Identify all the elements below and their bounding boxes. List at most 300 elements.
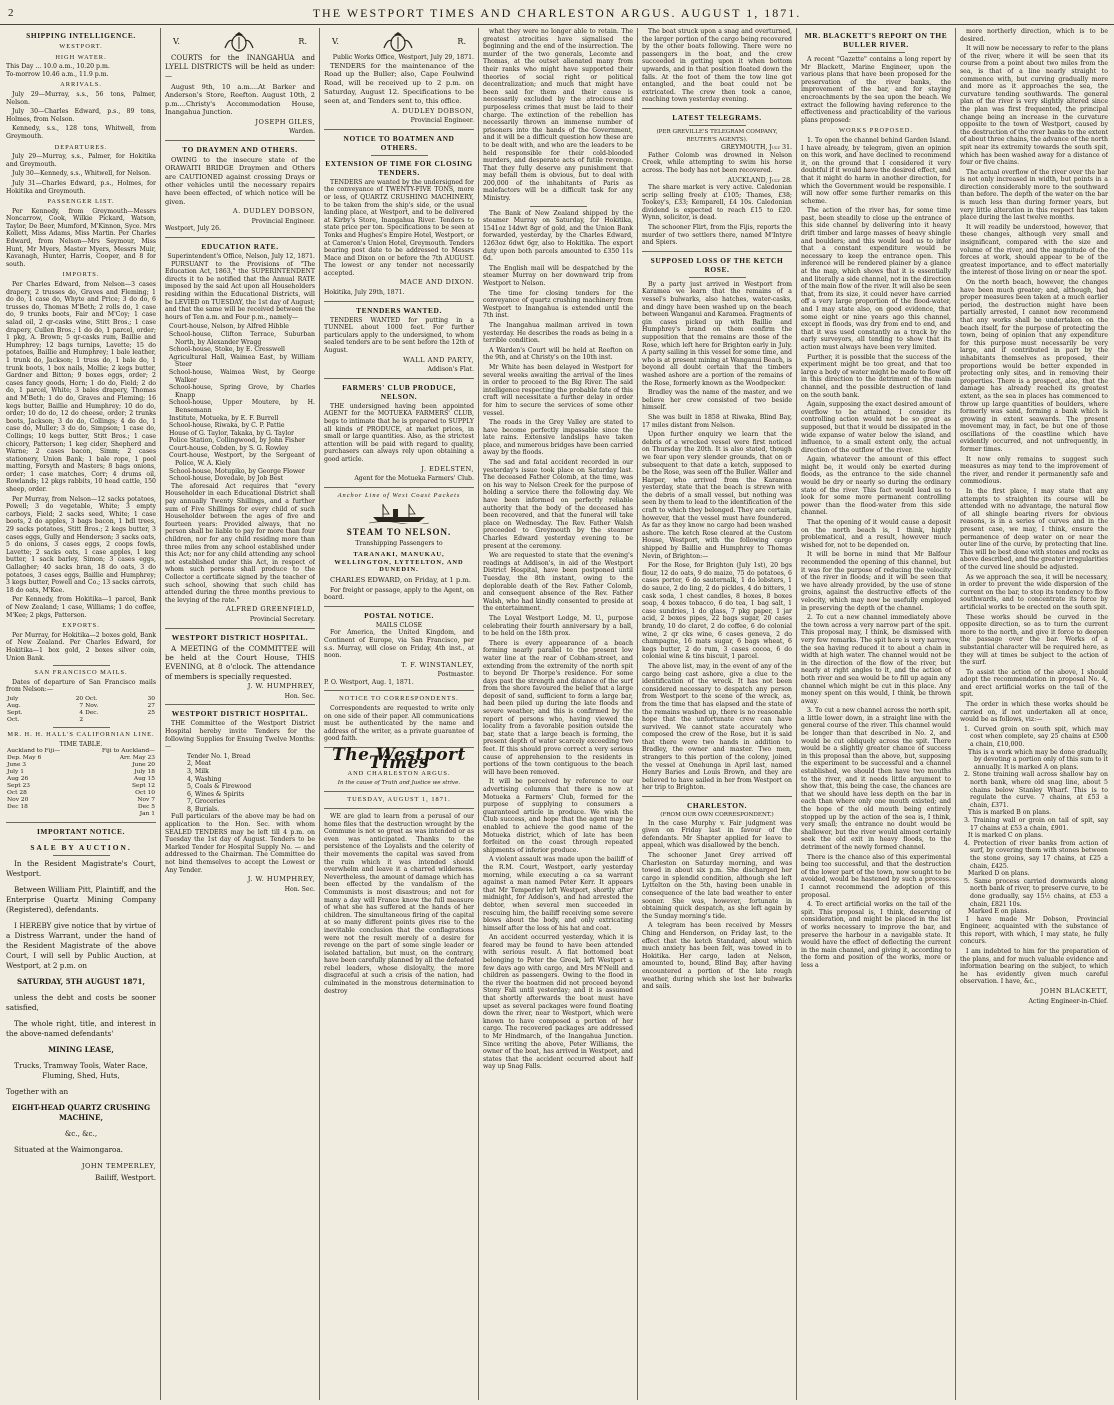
- arrival-item: July 29—Murray, s.s., 56 tons, Palmer, Nelson.: [6, 90, 156, 106]
- column-notices: [165, 28, 315, 1400]
- list-item: School-house, Upper Moutere, by H. Bensemann: [169, 399, 315, 414]
- report-paragraph: The action of the river has, for some time past, been steadily to close up the entrance of this side channel by delivering into it heavy drift timber and large masses of heavy shingle and boulders; and this would lead us to infer that a constant expenditure would be necessary to keep the entrance open. This inference will be rendered plainer by a glance at the map, which shows that it is essentially and literally a side channel, not in the direction of the main flow of the river. It will also be seen that, from its size, it could never have carried off a very large proportion of the flood-water, and I may state also, on good evidence, that some eight or nine years ago this channel, except in floods, was dry from end to end, and that it was used constantly as a track by the early surveyors, all tending to show that its action must always have been very limited.: [801, 207, 951, 351]
- divider: [53, 855, 110, 856]
- list-item: 2. Stone training wall across shallow bay on north bank, where old snag line, about 5 chains below Stanley Wharf. This is to regulate the curve. 7 chains, at £53 a chain, £371.: [964, 771, 1108, 809]
- extension-date: Hokitika, July 29th, 1871.: [324, 289, 405, 297]
- correspondents-heading: NOTICE TO CORRESPONDENTS.: [339, 695, 459, 703]
- telegram-dateline: GREYMOUTH, July 31.: [721, 144, 792, 152]
- divider: [324, 378, 474, 379]
- steam-subheading: Transhipping Passengers to: [355, 540, 443, 548]
- column-rule: [955, 28, 956, 1400]
- list-item: 4, Washing: [187, 775, 222, 783]
- departures-heading: DEPARTURES.: [54, 143, 108, 151]
- port-heading: WESTPORT.: [59, 43, 103, 50]
- works-proposed-heading: WORKS PROPOSED.: [839, 127, 913, 135]
- table-row: [6, 769, 156, 776]
- table-row: [6, 811, 156, 818]
- list-item: Court-house, Westport, by the Sergeant of Police, W. A. Kiely: [169, 452, 315, 468]
- ketch-story: Bradley was the name of the master, and we believe her crew consisted of two beside himself.: [642, 389, 792, 412]
- blackett-signature: JOHN BLACKETT,: [1040, 987, 1108, 996]
- steam-sailing: CHARLES EDWARD, on Friday, at 1 p.m.: [330, 575, 472, 584]
- list-item: School-house, Clifton Terrace, Suburban North, by Alexander Wragg: [169, 330, 315, 346]
- divider: [642, 796, 792, 797]
- table-cell: Sept.: [7, 709, 23, 716]
- table-cell: 25: [147, 709, 155, 716]
- telegram-item: The share market is very active. Caledonian scrip selling freely at £105; Thames, £38; Tookey's, £33; Kemparell, £4 10s. Caledonian dividend is expected to reach £15 to £20. Wynn, solicitor, is dead.: [642, 184, 792, 222]
- auction-date: SATURDAY, 5TH AUGUST 1871,: [16, 977, 146, 987]
- charleston-heading: CHARLESTON.: [686, 801, 748, 811]
- coat-of-arms-icon: [221, 32, 257, 52]
- list-item: School-house, Dovedale, by Job Best: [169, 475, 284, 483]
- correspondents-notice: Correspondents are requested to write only on one side of their paper. All communications must be authenticated by the name and address of the writer, as a private guarantee of good faith.: [324, 705, 474, 743]
- crest-r: R.: [298, 37, 307, 47]
- hall-line-heading: MR. H. H. HALL'S CALIFORNIAN LINE.: [7, 730, 155, 738]
- divider: [6, 822, 156, 823]
- list-item-note: This is a work which may be done gradually, by devoting a portion only of this sum to it annually. It is marked A on plans.: [968, 748, 1108, 771]
- mining-lease: MINING LEASE,: [48, 1045, 114, 1055]
- table-cell: Sept 23: [7, 783, 31, 790]
- table-row: [6, 797, 156, 804]
- agent-role: Agent for the Motueka Farmers' Club.: [354, 475, 474, 483]
- table-header: Auckland to Fiji—: [7, 748, 61, 755]
- ketch-cargo-list: For the Rose, for Brighton (July 1st), 20 bgs flour, 12 do oats, 9 do maize, 75 do potatoes, 6 cases porter, 6 do sauternalk, 1 do lobsters, 1 do sauce, 2 do ling, 2 do pickles, 4 do bitters, 1 cask soda, 1 chest candles, 8 boxes, 8 boxes soap, 4 boxes tobacco, 6 do tea, 1 bag salt, 1 case sundries, 1 do glass, 7 pkg paper, 1 jar acid, 2 boxes pipes, 22 bags sugar, 20 cases brandy, 10 do claret, 2 do coffee, 6 do colonial wine, 2 qr cks wine, 6 cases geneva, 2 do champagne, 16 mats sugar, 6 bags wheat, 6 kegs butter, 2 do rum, 3 cases cocoa, 6 do colonial wine & tins biscuit, 1 parcel.: [642, 562, 792, 661]
- charleston-item: The schooner Janet Grey arrived off Charleston on Saturday morning, and was towed in about six p.m. She discharged her cargo in splendid condition, although she left Lyttelton on the 5th, having been unable in consequence of the late bad weather to enter sooner. She was, however, fortunate in obtaining quick despatch, as she left again by the Sunday morning's tide.: [642, 852, 792, 920]
- auction-body: The whole right, title, and interest in the above-named defendants': [6, 1019, 156, 1039]
- table-cell: Dec 18: [7, 804, 28, 811]
- divider: [53, 665, 110, 666]
- charleston-item: A telegram has been received by Messrs Ching and Henderson, on Friday last, to the effect that the ketch Standard, about which much anxiety has been felt, was towed in to Hokitika. Her cargo, laden at Nelson, amounted to, bound, Blind Bay, after having encountered a portion of the late rough weather, during which she lost her bulwarks and sails.: [642, 922, 792, 991]
- telegram-item: The schooner Flirt, from the Fijis, reports the murder of two settlers there, named M'Intyre and Spiers.: [642, 224, 792, 247]
- news-item: The boat struck upon a snag and overturned, the larger portion of the cargo being recovered by the other boats following. There were no passengers in the boat, and the crew succeeded in getting upon it when bottom upwards, and in that position floated down the falls. At the foot of them the tow line got entangled, and the boat could not be extricated. The crew then took a canoe, reaching town yesterday evening.: [642, 28, 792, 104]
- news-item: The sad and fatal accident recorded in our yesterday's issue took place on Saturday last. The deceased Father Colomb, at the time, was on his way to Nelson Creek for the purpose of holding a service there the following day. We have been informed on perfectly reliable authority that the body of the deceased has been recovered, and that the funeral will take place on Wednesday. The Rev. Father Walsh proceeded to Greymouth by the steamer Charles Edward yesterday evening to be present at the ceremony.: [483, 459, 633, 550]
- farmers-club-heading: FARMERS' CLUB PRODUCE, NELSON.: [342, 382, 456, 401]
- divider: [324, 606, 474, 607]
- report-paragraph: I have made Mr Dobson, Provincial Engineer, acquainted with the substance of this report, with which, I may state, he fully concurs.: [960, 915, 1108, 946]
- imports-heading: IMPORTS.: [62, 271, 100, 279]
- divider: [165, 237, 315, 238]
- divider: [848, 52, 905, 53]
- hon-sec-role: Hon. Sec.: [284, 692, 315, 700]
- table-cell: Jan 1: [139, 811, 155, 818]
- list-item: House of G. Taylor, Takaka, by G. Taylor: [169, 429, 295, 437]
- table-cell: [84, 717, 128, 724]
- ketch-story: The above list, may, in the event of any of the cargo being cast ashore, give a clue to the identification of the wreck. It has not been considered necessary to despatch any person from Westport to the scene of the wreck, as, from the time that has elapsed and the state of the remains washed up, there is no reasonable hope that the unfortunate crew can have survived. We cannot state accurately who composed the crew of the Rose, but it is said that there were two hands in addition to Bradley, the owner and master. Two men, strangers to this portion of the colony, joined the vessel at Onehunga in April last, named Henry Baries and Louis Brown, and they are believed to have sailed in her from Westport on her trip to Brighton.: [642, 662, 792, 792]
- arrival-item: July 30—Charles Edward, p.s., 89 tons, Holmes, from Nelson.: [6, 108, 156, 123]
- sf-mails-intro: Dates of departure of San Francisco mails from Nelson:—: [6, 678, 156, 694]
- list-item: School-house, Motupiko, by George Flower: [169, 467, 305, 475]
- news-item: A violent assault was made upon the bailiff of the R.M. Court, Westport, early yesterday morning, while executing a ca sa warrant against a man named Peter Kerr. It appears that Mr Temperley left Westport, shortly after midnight, for Addison's, and had arrested the debtor, when several men succeeded in rescuing him, the bailiff receiving some severe blows about the body, and only extricating himself after the loss of his hat and coat.: [483, 856, 633, 932]
- report-paragraph: To assist the action of the above, I should adopt the recommendation in proposal No. 4, and erect artificial works on the tail of the spit.: [960, 668, 1108, 699]
- crest-v: V.: [332, 37, 339, 47]
- divider: [324, 791, 474, 792]
- table-row: [6, 710, 156, 717]
- engineer-signature: A. DUDLEY DOBSON,: [391, 106, 474, 115]
- exports-text: Per Murray, for Hokitika—2 boxes gold, Bank of New Zealand. Per Charles Edward, for Hokitika—1 box gold, 2 boxes silver coin, Union Bank.: [6, 631, 156, 662]
- auction-items: Trucks, Tramway Tools, Water Race, Fluming, Shed, Huts,: [14, 1061, 148, 1081]
- hall-time-table: [6, 748, 156, 818]
- issue-date: TUESDAY, AUGUST 1, 1871.: [347, 796, 451, 804]
- list-item: School-house, Riwaka, by C. P. Pattie: [169, 422, 285, 430]
- divider: [689, 277, 746, 278]
- auction-location: Situated at the Waimongaroa.: [14, 1145, 123, 1155]
- hon-sec-role: Hon. Sec.: [284, 885, 315, 893]
- postal-heading: POSTAL NOTICE.: [364, 610, 434, 620]
- hon-sec-signature: J. W. HUMPHREY,: [247, 875, 315, 884]
- auction-parties: Between William Pitt, Plaintiff, and the Enterprise Quartz Mining Company (Registered), defendants.: [6, 885, 156, 915]
- secretary-signature: ALFRED GREENFIELD,: [225, 605, 315, 614]
- report-paragraph: In the first place, I may state that any attempts to straighten its course will be attended with no advantage, the natural flow of all shingle bearing rivers for obvious reasons, is in a series of curves and in the present case, we may, I think, ensure the permanence of deep water on or near the outer line of the curve, by protecting that line. This will be best done with stones and rocks as above described, and the greater irregularities of the curved line should be adjusted.: [960, 488, 1108, 571]
- list-item: 2, Meat: [187, 760, 212, 768]
- sf-mails-heading: SAN FRANCISCO MAILS.: [34, 669, 128, 677]
- passenger-heading: PASSENGER LIST.: [47, 198, 115, 206]
- divider: [324, 301, 474, 302]
- table-cell: Oct.: [7, 716, 20, 723]
- list-item: School-house, Spring Grove, by Charles Knapp: [169, 384, 315, 399]
- auction-body: unless the debt and costs be sooner satisfied,: [6, 993, 156, 1013]
- table-cell: Oct 10: [135, 790, 155, 797]
- column-rule: [478, 28, 479, 1400]
- list-item: Court-house, Cobden, by S. G. Rowley: [169, 444, 289, 452]
- news-item: The time for closing tenders for the conveyance of quartz crushing machinery from Westport to Inangahua is extended until the 7th inst.: [483, 289, 633, 320]
- boatmen-heading: NOTICE TO BOATMEN AND OTHERS.: [343, 133, 455, 152]
- warden-role: Warden.: [288, 128, 315, 136]
- report-paragraph: A recent "Gazette" contains a long report by Mr Blackett, Marine Engineer, upon the various plans that have been proposed for the preservation of the river banks, the improvement of the bar, and for staying encroachments by the sea upon the beach. We extract the following having reference to the effectiveness and practicability of the various plans proposed:: [801, 56, 951, 124]
- table-cell: Oct 28: [7, 790, 27, 797]
- report-paragraph: Again, whatever the amount of this effect might be, it would only be exerted during floods, as the entrance to the side channel would be dry or nearly so during the ordinary state of the river. This fact would lead us to look for some more permanent controlling power than the flood-water from this side channel.: [801, 456, 951, 517]
- leading-article: WE are glad to learn from a perusal of our home files that the destruction wrought by the Commune is not so great as was intended or as even was anticipated. Thanks to the persistence of the Loyalists and the celerity of their movements the capital was saved from the ruin which it was intended should overwhelm and leave it a charred wilderness. Nevertheless, the amount of damage which has been effected by the vandalism of the Communists is most disastrous; and not for many a day will France know the full measure of what she has suffered at the hands of her children. The simultaneous firing of the capital at so many different points gives rise to the inevitable conclusion that the conflagrations were not the result merely of a desire for revenge on the part of some single leader or isolated battalion, but must, on the contrary, have been carefully planned by all the defeated rebel leaders, whose disloyalty, the more disgraceful at such a crisis of the nation, had culminated in the monstrous determination to destroy: [324, 813, 474, 995]
- hospital-heading: WESTPORT DISTRICT HOSPITAL.: [171, 632, 309, 642]
- wall-party-location: Addison's Flat.: [427, 366, 474, 374]
- telegram-source: (PER GREVILLE'S TELEGRAM COMPANY, REUTER'S AGENTS).: [656, 128, 778, 143]
- steam-ports: TARANAKI, MANUKAU, WELLINGTON, LYTTELTON, AND DUNEDIN.: [334, 550, 464, 574]
- auction-etc: &c., &c.,: [64, 1129, 98, 1139]
- telegrams-heading: LATEST TELEGRAMS.: [672, 112, 762, 122]
- telegram-dateline: AUCKLAND, July 28.: [727, 176, 792, 184]
- table-cell: 27: [147, 702, 155, 709]
- list-item: 3, Milk: [187, 767, 209, 775]
- table-cell: 4: [79, 709, 84, 716]
- table-cell: July 18: [134, 769, 155, 776]
- list-item-note: It is marked C on plans.: [968, 832, 1044, 840]
- sf-mails-table: [6, 696, 156, 724]
- report-paragraph: That the opening of it would cause a deposit on the north beach is, I think, highly problematical, and a result, however much wished for, not to be depended on.: [801, 519, 951, 549]
- postmaster-role: Postmaster.: [437, 671, 474, 679]
- divider: [324, 808, 474, 809]
- draymen-heading: TO DRAYMEN AND OTHERS.: [182, 144, 298, 154]
- table-cell: Oct.: [85, 695, 98, 702]
- ketch-story: Upon further enquiry we learn that the debris of a wrecked vessel were first noticed on Thursday the 20th. It is also stated, though we fear upon very slender grounds, that on or subsequent to that date a ketch, supposed to be the Rose, was seen off the Buller. Waller and Harper, who arrived from the Karamea yesterday, state that the beach is strewn with the debris of a small vessel, but nothing was seen by them to lead to the identification of the craft to which they belonged. They are certain, however, that the vessel must have foundered. As far as they know no cargo had been washed ashore. The ketch Rose cleared at the Custom House, Westport, with the following cargo shipped by Baillie and Humphrey to Thomas Nevin, of Brighton:—: [642, 431, 792, 560]
- public-works-notice: TENDERS for the maintenance of the Road up the Buller; also, Cape Foulwind Road, will be received up to 2 p.m. on Saturday, August 12. Specifications to be seen at, and Tenders sent to, this office.: [324, 61, 474, 105]
- arrivals-heading: ARRIVALS.: [60, 81, 102, 89]
- engineer-role: Provincial Engineer.: [251, 217, 315, 225]
- news-item: Mr White has been delayed in Westport for several weeks awaiting the arrival of the lines in order to proceed to the Big River. The said intelligence respecting the probable fate of this craft will necessitate a further delay in order for him to secure the services of some other vessel.: [483, 363, 633, 417]
- agent-signature: J. EDELSTEN,: [421, 464, 474, 473]
- bailiff-role: Bailiff, Westport.: [94, 1173, 156, 1183]
- extension-notice: TENDERS are wanted by the undersigned for the conveyance of TWENTY-FIVE TONS, more or less, of QUARTZ CRUSHING MACHINERY, to be taken from the ship's side, or the usual landing place, at Westport, and to be delivered at Kirby's Store, Inangahua River. Tenders to state price per ton. Specifications to be seen at Tonks and Hughes's Empire Hotel, Westport, or at Cameron's Union Hotel, Greymouth. Tenders bearing post date to be addressed to Messrs Mace and Dixon on or before the 7th AUGUST. The lowest or any tender not necessarily accepted.: [324, 178, 474, 277]
- royal-crest: [173, 32, 307, 52]
- tenders-wanted-notice: TENDERS WANTED for putting in a TUNNEL about 1000 feet. For further particulars apply to the undersigned, to whom sealed tenders are to be sent before the 12th of August.: [324, 316, 474, 355]
- table-row: [6, 717, 156, 724]
- important-notice-heading: IMPORTANT NOTICE.: [36, 827, 126, 837]
- extension-heading: EXTENSION OF TIME FOR CLOSING TENDERS.: [325, 158, 473, 177]
- table-cell: Aug.: [7, 702, 21, 709]
- auction-body: I HEREBY give notice that by virtue of a Distress Warrant, under the hand of the Resident Magistrate of the above Court, I will sell by Public Auction, at Westport, at 2 p.m. on: [6, 921, 156, 971]
- table-cell: Dep. May 6: [7, 755, 42, 762]
- table-cell: Sept 12: [131, 783, 155, 790]
- column-report-continued: [960, 28, 1108, 1400]
- newspaper-motto: In the cause of Truth and Justice we strive.: [337, 779, 461, 786]
- report-paragraph: 4. To erect artificial works on the tail of the spit. This proposal is, I think, deserving of consideration, and might be placed in the list of works necessary to improve the bar, and preserve the harbour in a navigable state. It would have the effect of deflecting the current in the main channel, and giving it, according to the form and position of the works, more or less a: [801, 901, 951, 969]
- divider: [324, 129, 474, 130]
- imports-text: Per Charles Edward, from Nelson—3 cases drapery, 2 trusses do, Graves and Fleming; 1 do do, 1 case do, Whyte and Price; 3 do do, 6 trusses do, Thomas M'Beth; 2 rolls do, 1 case do, 9 trunks boots, Fair and M'Coy; 1 case salad oil, 2 qr-casks wine, Stitt Bros.; 1 case drapery, Cullen Bros.; 1 do do, 1 parcel, order; 1 pkg, A. Brown; 5 qr-casks rum, Baillie and Humphrey; 12 bags turnips, Lavette; 15 do potatoes, Baillie and Humphrey; 1 bale leather, 1 trunk do, Jackson; 1 truss do, 1 bale do, 1 trunk boots, 1 box nails, Mollie; 2 kegs butter, Gardner and Bitton; 9 boxes eggs, order; 2 cases fancy goods, Horn; 1 do do, Field; 2 do do, 1 parcel, White; 3 bales drapery, Thomas and M'Beth; 1 do do, Graves and Fleming; 16 kegs butter, Baillie and Humphrey; 10 do do, order; 10 do do, 12 do cheese, order; 2 trunks boots, Jackson; 3 do do, Collings; 4 do do, 1 case do, Muller; 3 do do, Simpson; 1 case do, Collings; 10 kegs butter, Stitt Bros.; 1 case chicory, Patterson; 1 keg cider, Shepherd and Warne; 2 cases bacon, Simm; 2 cases stationery, Union Bank; 1 bale rope, 1 pool matting, Forsyth and Masters; 8 bags onions, order; 1 case matches, Corr; 4 drums oil, Rowlands; 12 pkgs rabbits, 10 head cattle, 150 sheep, order.: [6, 281, 156, 494]
- report-paragraph: Further, it is possible that the success of the experiment might be too great, and that too large a body of water might be made to flow off in this direction to the detriment of the main channel, and the possible destruction of land on the south bank.: [801, 353, 951, 399]
- crest-v: V.: [173, 37, 180, 47]
- list-item: 3. Training wall or groin on tail of spit, say 17 chains at £53 a chain, £901.: [964, 816, 1108, 832]
- list-item: Institute, Motueka, by E. F. Burrell: [169, 414, 279, 422]
- newspaper-nameplate: The Westport Times: [332, 745, 466, 773]
- arrival-item: Kennedy, s.s., 128 tons, Whitwell, from Greymouth.: [6, 125, 156, 140]
- column-telegrams: [642, 28, 792, 1400]
- page-number: 2: [8, 7, 16, 19]
- hospital-tender-heading: WESTPORT DISTRICT HOSPITAL.: [171, 709, 309, 719]
- report-paragraph: It now only remains to suggest such measures as may tend to the improvement of the river, and render it permanently safe and commodious.: [960, 455, 1108, 486]
- charleston-item: In the case Murphy v. Fair judgment was given on Friday last in favour of the defendants. Mr Shapter applied for leave to appeal, which was disallowed by the bench.: [642, 819, 792, 850]
- table-row: [6, 790, 156, 797]
- works-list: [960, 726, 1108, 916]
- education-notice: PURSUANT to the Provisions of "The Education Act, 1863," the SUPERINTENDENT directs it to be notified that the Annual RATE imposed by the said Act upon all Householders residing within the Educational Districts, will be LEVIED on TUESDAY, the 1st day of August; and that the same will be received between the hours of Ten a.m. and Four p.m., namely—: [165, 260, 315, 321]
- mace-dixon-signature: MACE AND DIXON.: [399, 278, 474, 287]
- steam-freight: For freight or passage, apply to the Agent, on board.: [324, 586, 474, 602]
- auction-body: Together with an: [6, 1087, 69, 1097]
- report-paragraph: 1. To open the channel behind Garden Island. I have already, by telegram, given an opinion on this work, and have declined to recommend it, on the ground that I considered it very doubtful if it would have the desired effect, and that it might do harm in another direction, for which the Government would be responsible. I will now offer some further remarks on this scheme.: [801, 136, 951, 205]
- news-item: It will be perceived by reference to our advertising columns that there is now at Motueka a Farmers' Club, formed for the purpose of supplying to consumers a guaranteed article in produce. We wish the Club success, and hope that the agent may be enabled to achieve the good name of the Motueka district, which of late has been forfeited on the coast through repeated shipments of inferior produce.: [483, 778, 633, 854]
- report-paragraph: 3. To cut a new channel across the north spit, a little lower down, in a straight line with the general course of the river. This channel would be longer than that described in No. 2, and would be cut obliquely across the spit. There would be a slightly greater chance of success in this proposal than the above, but, supposing the experiment to be successful and a channel established, we should then have two mouths to the river, and it needs little argument to show that, this being the case, the chances are that we should have less depth on the bar in each than where only one mouth existed; and the hope of the old mouth being entirely stopped up by the action of the sea is, I think, very small; the entrance no doubt would be shallower, but the river would almost certainly seek the old exit in heavy floods, to the detriment of the newly formed channel.: [801, 707, 951, 851]
- column-rule: [637, 28, 638, 1400]
- high-water-heading: HIGH WATER.: [55, 53, 107, 61]
- table-cell: 7: [79, 702, 84, 709]
- table-cell: Nov.: [85, 702, 99, 709]
- steamship-icon: [369, 502, 429, 524]
- hospital-meeting-notice: A MEETING of the COMMITTEE will be held at the Court House, THIS EVENING, at 8 o'clock. The attendance of members is specially requested.: [165, 643, 315, 681]
- high-water-line: This Day ... 10.0 a.m., 10.20 p.m.: [6, 63, 110, 71]
- divider: [324, 487, 474, 488]
- education-act-text: The aforesaid Act requires that "every Householder in each Educational District shall pay annually Twenty Shillings, and a further sum of Five Shillings for every child of such Householder between the ages of five and fourteen years: Provided always, that no person shall be liable to pay for more than four children, nor for any child residing more than three miles from any school established under this Act; nor for any child attending any school not established under this Act, in respect of whom such persons shall produce to the Collector a certificate signed by the teacher of such school, showing that such child has attended during the three months previous to the levying of the rate.": [165, 482, 315, 604]
- list-item: 5. Same process carried downwards along north bank of river, to preserve curve, to be done gradually, say 15½ chains, at £53 a chain, £821 10s.: [964, 877, 1108, 908]
- charleston-subheading: (FROM OUR OWN CORRESPONDENT.): [660, 812, 774, 819]
- divider: [689, 125, 746, 126]
- table-cell: July 1: [7, 769, 24, 776]
- list-item: 5, Coals & Firewood: [187, 783, 252, 791]
- public-works-office: Public Works Office, Westport, July 29, 1871.: [332, 54, 474, 61]
- postal-date: P. O. Westport, Aug. 1, 1871.: [324, 678, 414, 686]
- exports-heading: EXPORTS.: [62, 622, 100, 630]
- report-paragraph: It will be borne in mind that Mr Balfour recommended the opening of this channel, but it was for the purpose of reducing the velocity of the river in floods; and it will be seen that we have already provided, by the use of stone groins, against the destructive effects of the velocity, which may now be usefully employed in preserving the depth of the channel.: [801, 551, 951, 612]
- courts-notice: COURTS for the INANGAHUA and LYELL DISTRICTS will be held as under:—: [165, 54, 315, 80]
- departure-item: July 30—Kennedy, s.s., Whitwell, for Nelson.: [12, 170, 152, 178]
- list-item: 1. Curved groin on south spit, which may cost when complete, say 25 chains at £500 a chain, £10,000.: [964, 725, 1108, 749]
- table-cell: Aug 15: [133, 776, 155, 783]
- table-cell: Aug 26: [7, 776, 29, 783]
- auction-court: In the Resident Magistrate's Court, Westport.: [6, 859, 156, 879]
- column-rule: [796, 28, 797, 1400]
- auction-heading: SALE BY AUCTION.: [30, 843, 132, 853]
- divider: [165, 704, 315, 705]
- shipping-heading: SHIPPING INTELLIGENCE.: [26, 31, 136, 40]
- table-header-row: [6, 748, 156, 755]
- report-paragraph: As we approach the sea, it will be necessary, in order to prevent the wide dispersion of the current on the bar, to stop its tendency to flow southwards, and to concentrate its force by artificial works to be erected on the south spit.: [960, 573, 1108, 611]
- postal-notice: For America, the United Kingdom, and Continent of Europe, via San Francisco, per s.s. Murray, will close on Friday, 4th inst., at noon.: [324, 629, 474, 660]
- table-cell: Nov 20: [7, 797, 29, 804]
- running-head-title: THE WESTPORT TIMES AND CHARLESTON ARGUS. AUGUST 1, 1871.: [312, 6, 802, 20]
- coat-of-arms-icon: [380, 32, 416, 52]
- running-head: [0, 2, 1114, 25]
- news-item: There is every appearance of a beach forming nearly parallel to the present low water line at the rear of Cobham-street, and extending from the extremity of the north spit to beyond Dr Thorpe's residence. For some days past the strength and distance of the surf from the shore favoured the belief that a large deposit of sand, sufficient to form a large bar, had been piled up during the late floods and severe weather; and this is confirmed by the report of persons who, having viewed the locality from a favorable position outside the bar, state that a large beach is forming, the present depth of water scarcely exceeding two feet. If this should prove correct a very serious cause of apprehension to the residents in portions of the town contiguous to the beach will have been removed.: [483, 639, 633, 776]
- postmaster-signature: T. F. WINSTANLEY,: [401, 660, 474, 669]
- royal-crest: [332, 32, 466, 52]
- draymen-notice: OWING to the insecure state of the ORAWAITI BRIDGE Draymen and Others are CAUTIONED against crossing Drays or other vehicles until the necessary repairs have been effected, of which notice will be given.: [165, 155, 315, 206]
- columns: [0, 28, 1114, 1400]
- high-water-line: To-morrow 10.46 a.m., 11.9 p.m.: [6, 70, 109, 78]
- table-cell: June 20: [132, 762, 155, 769]
- table-row: [6, 804, 156, 811]
- table-cell: 30: [147, 695, 155, 702]
- table-row: [6, 776, 156, 783]
- secretary-role: Provincial Secretary.: [249, 615, 315, 623]
- list-item-note: Marked E on plans.: [968, 908, 1030, 916]
- education-office: Superintendent's Office, Nelson, July 12, 1871.: [167, 253, 315, 261]
- column-rule: [160, 28, 161, 1400]
- telegram-item: Father Colomb was drowned in Nelson Creek, while attempting to swim his horse across. The body has not been recovered.: [642, 151, 792, 174]
- table-cell: 2: [79, 716, 84, 723]
- report-heading: MR. BLACKETT'S REPORT ON THE BULLER RIVER.: [804, 31, 948, 49]
- table-cell: 20: [75, 695, 84, 702]
- report-paragraph: There is the chance also of this experimental being too successful, and that the destruction of the lower part of the town, now sought to be avoided, would be hastened by such a process. I cannot recommend the adoption of this proposal.: [801, 853, 951, 899]
- list-item: 8, Burials.: [187, 805, 220, 813]
- news-item: A Warden's Court will be held at Reefton on the 9th, and at Christy's on the 10th inst.: [483, 346, 633, 362]
- imports-text: Per Murray, from Nelson—12 sacks potatoes, Powell; 3 do vegetable, White; 3 empty carboys, Field; 2 sacks seed, White; 1 case boots, 2 do apples, 3 bags bacon, 1 bdl trees, 29 sacks potatoes, Stitt Bros.; 2 kegs butter, 3 cases eggs, Gully and Henderson; 3 sacks oats, 5 do onions, 3 cases eggs, 2 coops fowls, Lavette; 2 sacks oats, 1 case apples, 1 keg butter, 1 sack barley, Simon; 3 cases eggs, Gallagher; 40 sacks bran, 18 do oats, 3 do potatoes, 3 cases eggs, Baillie and Humphrey; 3 kegs butter, Powell and Co.; 13 sacks carrots, 18 do oats, M'Kee.: [6, 495, 156, 594]
- table-cell: Arr. May 23: [119, 755, 155, 762]
- list-item: 6, Wines & Spirits: [187, 790, 245, 798]
- list-item: School-house, Stoke, by E. Cresswell: [169, 346, 285, 354]
- list-item: School-house, Waimea West, by George Walker: [169, 368, 315, 384]
- ketch-heading: SUPPOSED LOSS OF THE KETCH ROSE.: [650, 255, 784, 274]
- column-report: [801, 28, 951, 1400]
- report-paragraph: These works should be curved in the opposite direction, so as to turn the current more to the north, and give it force to deepen the passage over the bar. Works of a substantial character will be required here, as they will at times be subject to the action of the surf.: [960, 613, 1108, 667]
- table-header: Fiji to Auckland—: [101, 748, 155, 755]
- time-table-label: TIME TABLE.: [59, 740, 103, 748]
- list-item: 4. Protection of river banks from action of surf, by covering them with stones between the stone groins, say 17 chains, at £25 a chain, £425.: [964, 839, 1108, 870]
- table-row: [6, 783, 156, 790]
- bailiff-signature: JOHN TEMPERLEY,: [81, 1162, 156, 1171]
- engineer-signature: A. DUDLEY DOBSON,: [232, 207, 315, 216]
- list-item: 7, Groceries: [187, 798, 226, 806]
- divider: [53, 727, 110, 728]
- report-paragraph: The actual overflow of the river over the bar is not only increased in width, but points in a direction considerably more to the southward than before. The depth of the water on the bar is much less than during former years, but very little alteration in this respect has taken place during the last twelve months.: [960, 168, 1108, 222]
- table-cell: Dec.: [85, 709, 99, 716]
- column-news: [483, 28, 633, 1400]
- table-cell: Dec 5: [137, 804, 155, 811]
- nameplate-subtitle: AND CHARLESTON ARGUS.: [347, 770, 451, 778]
- report-paragraph: It will readily be understood, however, that these changes, although very small and insignificant, compared with the size and volume of the river, and the magnitude of the forces at work, should appear to be of the greatest importance, and to effect materially the interest of those living on or near the spot.: [960, 223, 1108, 277]
- table-row: [6, 762, 156, 769]
- collection-list: [165, 323, 315, 482]
- report-paragraph: It will now be necessary to refer to the plans of the river, where it will be seen that its course from a point about two miles from the sea, is that of a line nearly straight to commence with, but curving gradually more and more as it approaches the sea, the curvature tending southwards. The general plan of the river is very slightly altered since the plan was first frequented, the principal change being an increase in the curvature opposite to the town of Westport, caused by the destruction of the river banks to the extent of about three chains, the advance of the north spit near its extremity towards the south spit, which has been washed away for a distance of four or five chains.: [960, 45, 1108, 167]
- column-rule: [319, 28, 320, 1400]
- passenger-text: Per Kennedy, from Greymouth—Messrs Noncarrow, Cook, Wilkie Pickard, Watson, Taylor, De Beer, Mumford, M'Kinnon, Syce. Mrs Kollett, Miss Adams, Miss Martin. Per Charles Edward, from Nelson—Mrs Seymour, Miss Hunt, Mr Myers, Master Myers, Messrs Muir, Kavanagh, Hunter, Harris, Cooper, and 8 for south.: [6, 207, 156, 268]
- news-item: The English mail will be despatched by the steamer Murray on her downward trip from Westport to Nelson.: [483, 264, 633, 287]
- table-cell: [129, 717, 156, 724]
- list-item-note: This is marked B on plans.: [968, 809, 1052, 817]
- auction-notice: [6, 859, 156, 1183]
- report-paragraph: more northerly direction, which is to be desired.: [960, 28, 1108, 43]
- crushing-machine: EIGHT-HEAD QUARTZ CRUSHING MACHINE,: [11, 1103, 151, 1123]
- news-item: An accident occurred yesterday, which it is feared may be found to have been attended with serious result. A flat bottomed boat belonging to Peter the Greek, left Westport a few days ago with cargo, and Mrs M'Neill and children as passengers. Owing to the flood in the river the boatmen did not proceed beyond Stony Fall until yesterday; and it is assumed that shortly afterwards the boat must have upset as several packages were found floating down the river, near to Westport, which were known to have composed a portion of her cargo. The recovered packages are addressed to Mr Hindmarch, of the Inangahua Junction. Since writing the above, Peter Williams, the owner of the boat, has arrived in Westport, and states that the accident occurred about half way up Snag Falls.: [483, 934, 633, 1071]
- leading-article-continued: what they were no longer able to retain. The greatest atrocities have signalised the beginning and the end of the insurrection. The murder of the two generals, Lecomte and Thomas, at the outset alienated many from their ranks who might have supported their theories of social right or political decentralization; and much that might have been said for them and their cause is necessarily excluded by the atrocious and purposeless crimes that must be laid to their charge. The extinction of the rebellion has necessarily thrown an immense number of prisoners into the hands of the Government, and it will be a difficult question how these are to be dealt with, and who are the leaders to be held responsible for their cold-blooded murders, and desperate acts of futile revenge. That they fully deserve any punishment that may befall them is obvious, but to deal with 200,000 of the inhabitants of Paris as malefactors will be a difficult task for any Ministry.: [483, 28, 633, 203]
- report-paragraph: Again, supposing the exact desired amount of overflow to be attained, I consider its controlling action would not be so great as supposed, but that it would be dissipated in the wide expanse of water below the island, and influence, to a small extent only, the actual direction of the outflow of the river.: [801, 401, 951, 454]
- list-item: Court-house, Nelson, by Alfred Hibble: [169, 323, 289, 331]
- hon-sec-signature: J. W. HUMPHREY,: [247, 682, 315, 691]
- ketch-story: By a party just arrived in Westport from Karamea we learn that the remains of a vessel's bulwarks, also hatches, water-casks, and dingy have been washed up on the beach between Wanganui and Karamea. Fragments of gin cases picked up with Baillie and Humphrey's brand on them confirm the supposition that the remains are those of the Rose, which left here for Brighton early in July. A party sailing in this vessel for some time, and who is at present mining at Wanganui Beach, is beyond all doubt certain that the timbers washed ashore are a portion of the remains of the Rose, formerly known as the Woodpecker.: [642, 280, 792, 387]
- news-item: The Inangahua mailman arrived in town yesterday. He describes the roads as being in a terrible condition.: [483, 321, 633, 345]
- divider: [642, 108, 792, 109]
- table-cell: Nov 7: [137, 797, 155, 804]
- warden-signature: JOSEPH GILES,: [255, 117, 315, 126]
- hospital-tender-details: Full particulars of the above may be had on application to the Hon. Sec. with whom SEALED TENDERS may be left till 4 p.m. on Tuesday the 1st day of August. Tenders to be Marked Tender for Hospital Supply No. — and addressed to the Chairman. The Committee do not bind themselves to accept the Lowest or Any Tender.: [165, 813, 315, 874]
- column-tenders: [324, 28, 474, 1400]
- news-item: The Loyal Westport Lodge, M. U., purpose celebrating their fourth anniversary by a ball, to be held on the 18th prox.: [483, 614, 633, 638]
- divider: [165, 140, 315, 141]
- report-paragraph: The order in which these works should be carried on, if not undertaken all at once, would be as follows, viz:—: [960, 701, 1108, 724]
- report-paragraph: I am indebted to him for the preparation of the plans, and for much valuable evidence and information bearing on the subject, to which he has evidently given much careful observation. I have, &c.,: [960, 948, 1108, 986]
- blackett-role: Acting Engineer-in-Chief.: [1028, 997, 1108, 1005]
- divider: [530, 206, 587, 207]
- anchor-line-heading: Anchor Line of West Coast Packets: [337, 491, 461, 499]
- news-item: The roads in the Grey Valley are stated to have become perfectly impassable since the late rains. Extensive landslips have taken place, and numerous bridges have been carried away by the floods.: [483, 419, 633, 457]
- hospital-tender-notice: THE Committee of the Westport District Hospital hereby invite Tenders for the following Supplies for Ensuing Twelve Months:—: [165, 720, 315, 751]
- steam-heading: STEAM TO NELSON.: [346, 527, 452, 538]
- list-item: Tender No. 1, Bread: [187, 752, 251, 760]
- departure-item: July 29—Murray, s.s., Palmer, for Hokitika and Greymouth.: [6, 153, 156, 168]
- news-item: The Bank of New Zealand shipped by the steamer Murray on Saturday, for Hokitika, 1541oz 14dwt 8gr of gold, and the Union Bank forwarded, yesterday, by the Charles Edward, 1263oz 6dwt 6gr, also to Hokitika. The export duty upon both parcels amounted to £350 11s 6d.: [483, 209, 633, 263]
- postal-subheading: MAILS CLOSE: [375, 621, 423, 629]
- list-item: Police Station, Collingwood, by John Fisher: [169, 437, 305, 445]
- table-row: [6, 703, 156, 710]
- report-paragraph: On the north beach, however, the changes have been much greater; and, although, had proper measures been taken at a much earlier period, the destruction might have been partially arrested, I cannot now recommend that any works shall be undertaken on the beach itself, for the purpose of protecting the town, being of opinion that any expenditure for this purpose must necessarily be very large, and if contributed in part by the inhabitants themselves as proposed, their proportions would be better expended in protecting only sites, and in removing their properties. There is a prospect, also, that the damage has already reached its greatest extent, as the sea in places has commenced to throw up large quantities of boulders, where formerly was sand, forming a bank which is growing in extent seawards. The present movement may, in fact, be but one of those oscillations of the coastline which have evidently occurred, and not unfrequently, in former times.: [960, 279, 1108, 454]
- table-row: [6, 755, 156, 762]
- education-heading: EDUCATION RATE.: [201, 242, 279, 252]
- ketch-story: She was built in 1858 at Riwaka, Blind Bay, 17 miles distant from Nelson.: [642, 413, 792, 429]
- crest-r: R.: [457, 37, 466, 47]
- divider: [642, 251, 792, 252]
- courts-dates: August 9th, 10 a.m....At Barker and Anderson's Store, Reefton. August 10th, 2 p.m....Christy's Accommodation House, Inangahua Junction.: [165, 83, 315, 117]
- divider: [165, 628, 315, 629]
- divider: [53, 839, 110, 840]
- draymen-date: Westport, July 26.: [165, 225, 221, 233]
- imports-text: Per Kennedy, from Hokitika—1 parcel, Bank of New Zealand; 1 case, Williams; 1 do coffee, M'Kee; 2 pkgs, Patterson.: [6, 596, 156, 619]
- table-cell: [6, 811, 81, 818]
- list-item: Agricultural Hall, Waimea East, by William Steer: [169, 353, 315, 369]
- report-paragraph: 2. To cut a new channel immediately above the town across a very narrow part of the spit. This proposal may, I think, be dismissed with very few remarks. The spit here is very narrow, the sea having reduced it to about a chain in width at high water. The channel would not be in the direction of the flow of the river, but nearly at right angles to it, and the action of both river and sea would be to fill up again any channel which might be cut in this place. Any money spent on this would, I think, be thrown away.: [801, 614, 951, 705]
- table-row: [6, 696, 156, 703]
- engineer-role: Provincial Engineer.: [410, 117, 474, 125]
- divider: [324, 690, 474, 691]
- wall-party-signature: WALL AND PARTY,: [403, 355, 474, 364]
- departure-item: July 31—Charles Edward, p.s., Holmes, for Hokitika and Greymouth.: [6, 179, 156, 195]
- tender-list: [165, 753, 315, 814]
- news-item: We are requested to state that the evening's readings at Addison's, in aid of the Westport District Hospital, have been postponed until Tuesday, the 8th instant, owing to the deplorable death of the Rev. Father Colomb, and consequent absence of the Rev. Father Walsh, who had kindly consented to preside at the entertainment.: [483, 552, 633, 613]
- table-cell: July: [7, 695, 19, 702]
- divider: [371, 155, 428, 156]
